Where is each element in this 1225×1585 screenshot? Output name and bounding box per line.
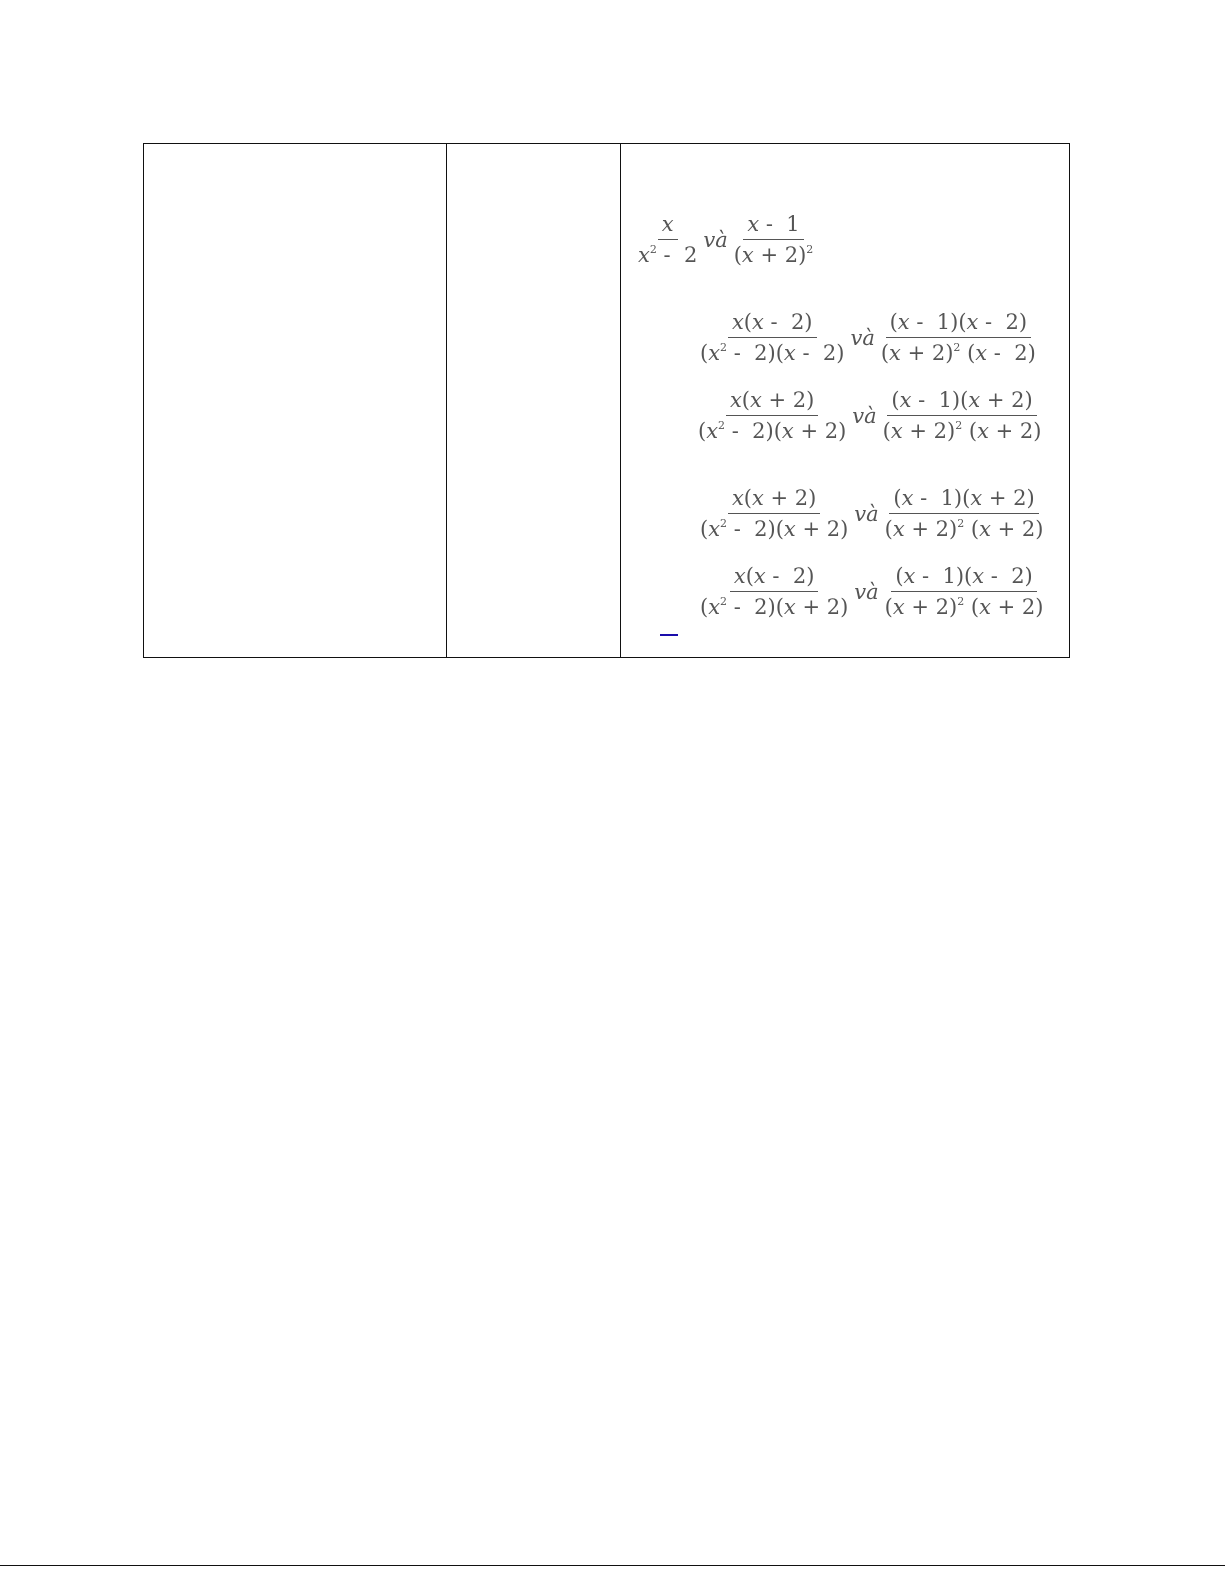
fraction: $\frac{(x - 1)(x + 2)}{(x + 2)^2 (x + 2)}$ xyxy=(884,486,1044,541)
fraction: $\frac{x(x + 2)}{(x^2 - 2)(x + 2)}$ xyxy=(700,486,849,541)
fraction: $\frac{x}{x^2 - 2}$ xyxy=(638,212,698,267)
fraction: $\frac{x - 1}{(x + 2)^2}$ xyxy=(733,212,814,267)
connector-text: và xyxy=(850,325,875,350)
column-divider-2 xyxy=(620,144,621,657)
option-3 xyxy=(696,486,1047,541)
fraction: $\frac{(x - 1)(x - 2)}{(x + 2)^2 (x + 2)}$ xyxy=(884,564,1044,619)
column-divider-1 xyxy=(446,144,447,657)
fraction: $\frac{x(x - 2)}{(x^2 - 2)(x - 2)}$ xyxy=(700,310,845,365)
connector-text: và xyxy=(854,579,879,604)
connector-text: và xyxy=(703,227,728,252)
option-4 xyxy=(696,564,1047,619)
connector-text: và xyxy=(852,403,877,428)
fraction: $\frac{(x - 1)(x - 2)}{(x + 2)^2 (x - 2)}$ xyxy=(880,310,1036,365)
fraction: $\frac{(x - 1)(x + 2)}{(x + 2)^2 (x + 2)}$ xyxy=(882,388,1042,443)
link-underline[interactable] xyxy=(660,634,678,636)
fraction: $\frac{x(x + 2)}{(x^2 - 2)(x + 2)}$ xyxy=(698,388,847,443)
given-fractions xyxy=(634,212,817,267)
fraction: $\frac{x(x - 2)}{(x^2 - 2)(x + 2)}$ xyxy=(700,564,849,619)
page-bottom-rule xyxy=(0,1565,1225,1566)
option-2 xyxy=(694,388,1045,443)
connector-text: và xyxy=(854,501,879,526)
option-1 xyxy=(696,310,1040,365)
